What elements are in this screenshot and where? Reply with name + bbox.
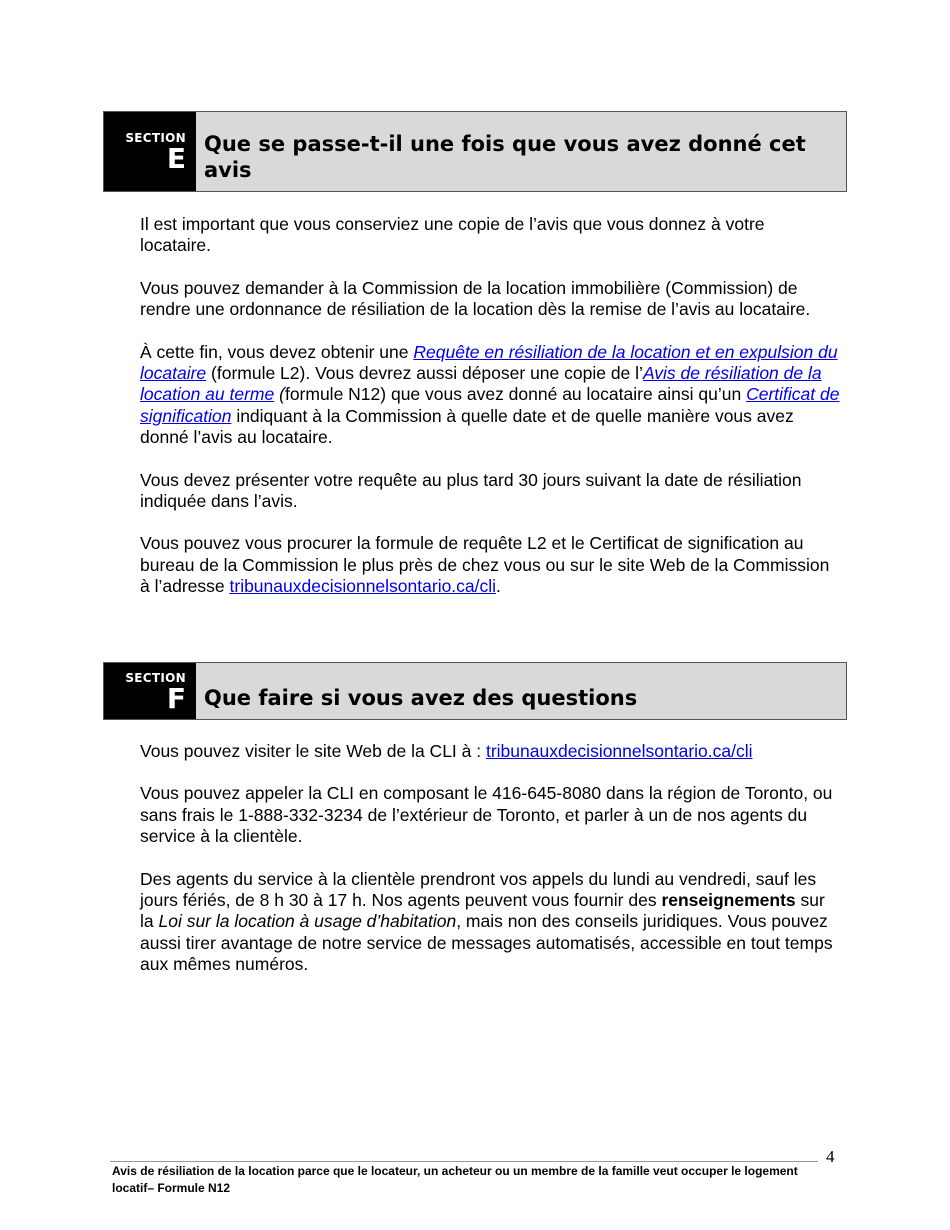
italic-text: Loi sur la location à usage d’habitation	[158, 911, 457, 932]
section-tag	[104, 112, 196, 191]
section-f-body	[140, 741, 840, 997]
n12-form-link[interactable]: Avis de résiliation de la location au terme	[140, 363, 822, 405]
paragraph	[140, 869, 840, 976]
section-e-header	[103, 111, 847, 192]
section-letter: E	[166, 142, 186, 175]
footer-divider	[110, 1161, 818, 1162]
section-f-header	[103, 662, 847, 720]
section-letter: F	[166, 682, 186, 715]
text: formule N12) que vous avez donné au locataire ainsi qu’un	[284, 384, 747, 405]
paragraph	[140, 533, 840, 597]
section-f-title: Que faire si vous avez des questions	[204, 686, 638, 710]
text: Des agents du service à la clientèle prendront vos appels du lundi au vendredi, sauf les jours fériés, de 8 h 30 à 17 h. Nos agents peuvent vous fournir des	[140, 868, 817, 911]
certificate-link[interactable]: Certificat de signification	[140, 384, 840, 426]
text: Vous pouvez visiter le site Web de la CLI à :	[140, 741, 486, 761]
l2-form-link[interactable]: Requête en résiliation de la location et en expulsion du locataire	[140, 341, 838, 384]
section-label: SECTION	[125, 131, 186, 145]
website-link[interactable]: tribunauxdecisionnelsontario.ca/cli	[229, 576, 497, 597]
footer-text: Avis de résiliation de la location parce que le locateur, un acheteur ou un membre de la famille veut occuper le logement locatif– Formule N12	[112, 1164, 798, 1195]
paragraph: Vous devez présenter votre requête au plus tard 30 jours suivant la date de résiliation indiquée dans l’avis.	[140, 469, 802, 512]
text: (	[274, 384, 285, 405]
section-e-body	[140, 214, 840, 619]
text: (formule L2). Vous devrez aussi déposer une copie de l’	[206, 363, 643, 384]
paragraph: Il est important que vous conserviez une copie de l’avis que vous donnez à votre locataire.	[140, 214, 765, 256]
page-number: 4	[826, 1147, 835, 1166]
section-label: SECTION	[125, 671, 186, 685]
text: À cette fin, vous devez obtenir une	[140, 341, 414, 362]
text: .	[496, 576, 501, 597]
section-tag	[104, 663, 196, 719]
paragraph: Vous pouvez demander à la Commission de la location immobilière (Commission) de rendre une ordonnance de résiliation de la location dès la remise de l’avis au locataire.	[140, 277, 811, 320]
section-e-title: Que se passe-t-il une fois que vous avez donné cet avis	[204, 132, 806, 182]
paragraph	[140, 741, 840, 762]
website-link[interactable]: tribunauxdecisionnelsontario.ca/cli	[485, 741, 753, 761]
section-title-box	[196, 663, 846, 719]
bold-text: renseignements	[661, 890, 796, 911]
text: Vous pouvez vous procurer la formule de requête L2 et le Certificat de signification au bureau de la Commission le plus près de chez vous ou sur le site Web de la Commission à l’adresse	[140, 533, 830, 597]
paragraph: Vous pouvez appeler la CLI en composant le 416-645-8080 dans la région de Toronto, ou sans frais le 1-888-332-3234 de l’extérieur de Toronto, et parler à un de nos agents du service à la clientèle.	[140, 783, 833, 847]
text: , mais non des conseils juridiques. Vous pouvez aussi tirer avantage de notre service de messages automatisés, accessible en tout temps aux mêmes numéros.	[140, 911, 833, 975]
text: sur la	[140, 890, 825, 932]
section-title-box	[196, 112, 846, 191]
text: indiquant à la Commission à quelle date et de quelle manière vous avez donné l’avis au locataire.	[140, 405, 794, 448]
paragraph	[140, 342, 840, 449]
